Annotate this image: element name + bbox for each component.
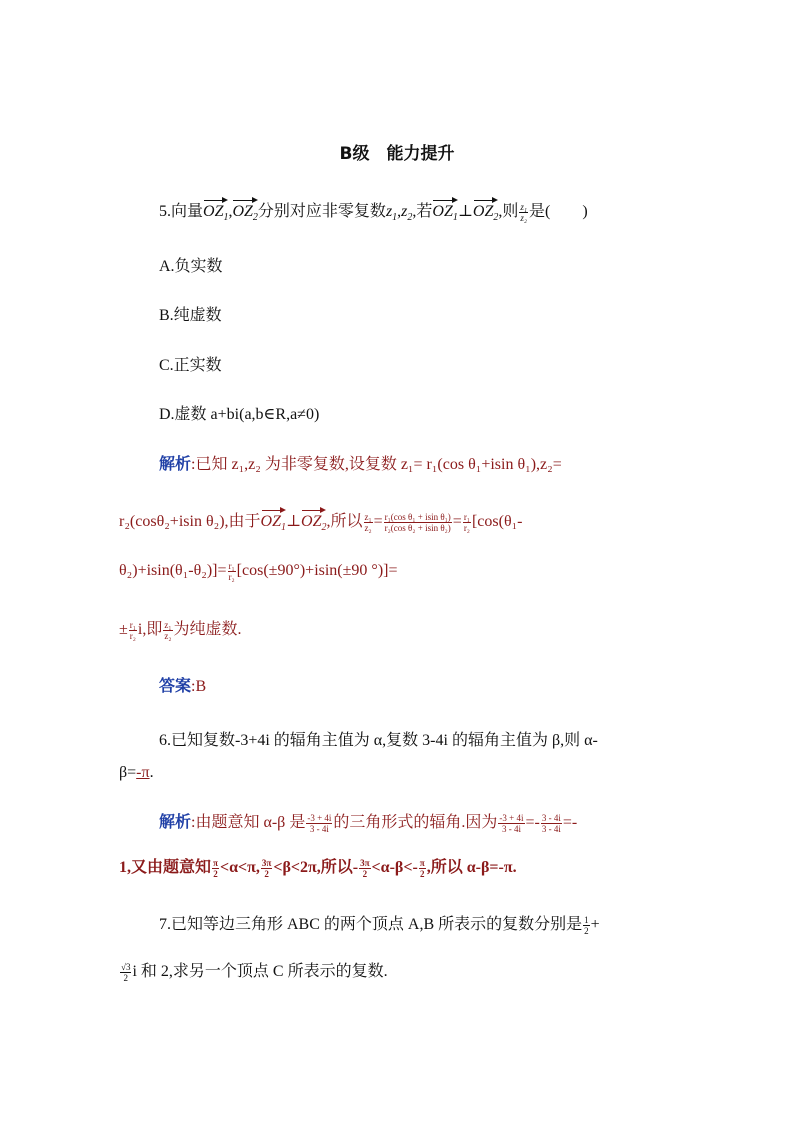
- option-b: B.纯虚数: [159, 307, 222, 324]
- q5-analysis-line-2: r₂(cosθ₂+isin θ₂),由于$OZ_1\perp OZ_2$,所以 $\frac{\text{z₁}}{\text{z₂}}$ = $\frac{\text{r₁(cos θ₁ + isin θ₁)}}{\text{r₂(cos θ₂ + isin θ₂)}}$ = $\frac{\text{r₁}}{\text{r₂}}$ [cos(θ₁-: [119, 510, 523, 538]
- fraction-1-2: $\frac{1}{2}$: [584, 915, 589, 936]
- section-heading: B级 能力提升: [339, 144, 455, 164]
- fraction-quotient: $\frac{-3 + 4i}{3 - 4i}$: [307, 813, 332, 834]
- q5-answer: [159, 677, 206, 697]
- z1: $z_1$: [385, 203, 398, 224]
- vector-oz1-b: $OZ_1$: [432, 200, 457, 228]
- q5-analysis-line-3: θ₂)+isin(θ₁-θ₂)]= $\frac{\text{r₁}}{\text{r₂}}$ [cos(±90°)+isin(±90 °)]=: [119, 561, 398, 582]
- question-6-line-2: β=-π.: [119, 764, 154, 781]
- fraction-r1-r2-c: $\frac{\text{r₁}}{\text{r₂}}$: [129, 620, 136, 641]
- analysis-tag: 解析: [159, 456, 192, 473]
- option-d: D.虚数 a+bi(a,b∈R,a≠0): [159, 406, 320, 423]
- q6-analysis-line-1: 解析:由题意知 α-β 是 $\frac{-3 + 4i}{3 - 4i}$ 的三角形式的辐角.因为 $\frac{-3 + 4i}{3 - 4i}$ =- $\frac{3 - 4i}{3 - 4i}$ =-: [159, 813, 578, 834]
- vector-oz2-c: $OZ_2$: [301, 510, 326, 538]
- vector-oz1: $OZ_1$: [203, 200, 228, 228]
- answer-value: :B: [191, 678, 207, 695]
- question-5: 5.向量$OZ_1,OZ_2$分别对应非零复数$z_1,z_2$,若$OZ_1\perp OZ_2$,则 $\frac{\text{z₁}}{\text{z₂}}$ 是( ): [159, 200, 588, 228]
- fraction-z1-z2-b: $\frac{\text{z₁}}{\text{z₂}}$: [364, 511, 372, 533]
- vector-oz2-b: $OZ_2$: [473, 200, 498, 228]
- fraction-z1-z2-c: $\frac{\text{z₁}}{\text{z₂}}$: [164, 620, 172, 641]
- question-7-line-2: $\frac{√3}{2}$ i 和 2,求另一个顶点 C 所表示的复数.: [121, 962, 388, 983]
- fraction-quotient-b: $\frac{-3 + 4i}{3 - 4i}$: [499, 813, 524, 834]
- q6-analysis-line-2: 1,又由题意知 $\frac{\pi}{2}$ <α<π, $\frac{3\pi}{2}$ <β<2π,所以- $\frac{3\pi}{2}$ <α-β<- $\frac{\pi}{2}$ ,所以 α-β=-π.: [119, 858, 517, 879]
- fraction-3pi-2-b: $\frac{3\pi}{2}$: [360, 858, 370, 879]
- fraction-sqrt3-2: $\frac{√3}{2}$: [121, 962, 131, 983]
- q6-answer-blank: -π: [136, 764, 150, 781]
- analysis-tag-2: 解析: [159, 814, 192, 832]
- option-a: A.负实数: [159, 258, 223, 275]
- fraction-quotient-c: $\frac{3 - 4i}{3 - 4i}$: [541, 813, 561, 834]
- fraction-r1-r2-b: $\frac{\text{r₁}}{\text{r₂}}$: [228, 561, 235, 582]
- fraction-pi-2: $\frac{\pi}{2}$: [213, 858, 218, 879]
- z2: $z_2$: [401, 203, 413, 224]
- vector-oz1-c: $OZ_1$: [261, 510, 286, 538]
- q5-analysis-line-4: ± $\frac{\text{r₁}}{\text{r₂}}$ i,即 $\frac{\text{z₁}}{\text{z₂}}$ 为纯虚数.: [119, 620, 242, 641]
- vector-oz2: $OZ_2$: [232, 200, 257, 228]
- question-6-line-1: 6.已知复数-3+4i 的辐角主值为 α,复数 3-4i 的辐角主值为 β,则 α-: [159, 732, 598, 749]
- fraction-z1-z2: $\frac{\text{z₁}}{\text{z₂}}$: [520, 201, 528, 223]
- q5-analysis-line-1: 解析:已知 z₁,z₂ 为非零复数,设复数 z₁= r₁(cos θ₁+isin θ₁),z₂=: [159, 456, 562, 473]
- fraction-trig-form: $\frac{\text{r₁(cos θ₁ + isin θ₁)}}{\text{r₂(cos θ₂ + isin θ₂)}}$: [384, 511, 451, 533]
- question-7-line-1: 7.已知等边三角形 ABC 的两个顶点 A,B 所表示的复数分别是 $\frac{1}{2}$ +: [159, 915, 600, 936]
- option-c: C.正实数: [159, 357, 222, 374]
- fraction-3pi-2: $\frac{3\pi}{2}$: [261, 858, 272, 879]
- fraction-pi-2-b: $\frac{\pi}{2}$: [419, 858, 425, 879]
- q5-label: 5.向量: [159, 203, 204, 220]
- fraction-r1-r2: $\frac{\text{r₁}}{\text{r₂}}$: [463, 511, 470, 533]
- answer-tag: 答案: [159, 678, 192, 695]
